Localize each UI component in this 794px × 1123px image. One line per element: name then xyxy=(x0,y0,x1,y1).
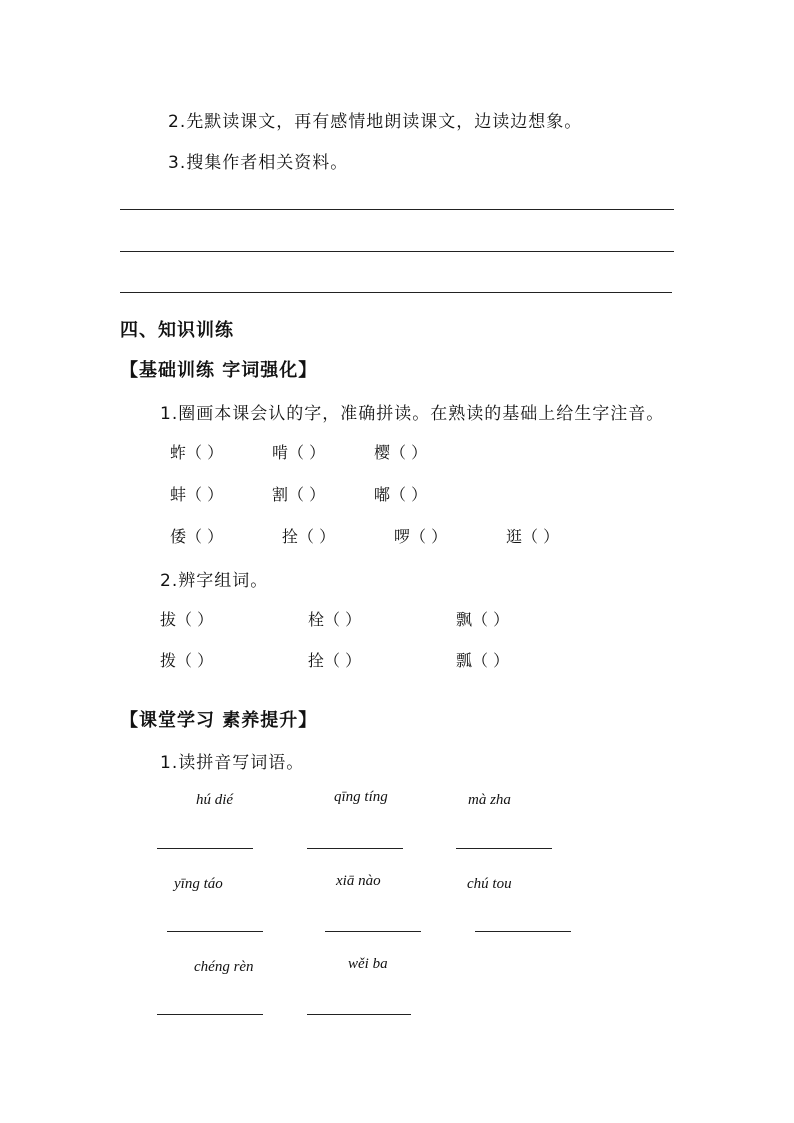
subsection-title: 【课堂学习 素养提升】 xyxy=(120,710,318,731)
answer-line[interactable] xyxy=(120,209,674,210)
answer-blank[interactable] xyxy=(325,931,421,932)
answer-line[interactable] xyxy=(120,292,672,293)
pinyin-label: hú dié xyxy=(196,792,234,808)
char-item[interactable]: 啰（ ） xyxy=(394,527,448,546)
prep-item-3: 3.搜集作者相关资料。 xyxy=(168,153,349,173)
pinyin-label: wěi ba xyxy=(348,956,388,972)
answer-blank[interactable] xyxy=(475,931,571,932)
word-pair-item[interactable]: 拔（ ） xyxy=(160,610,214,629)
pinyin-label: xiā nào xyxy=(336,873,381,889)
char-item[interactable]: 蚌（ ） xyxy=(170,485,224,504)
word-pair-item[interactable]: 拴（ ） xyxy=(308,651,362,670)
char-item[interactable]: 逛（ ） xyxy=(506,527,560,546)
pinyin-label: qīng tíng xyxy=(334,789,388,805)
char-item[interactable]: 拴（ ） xyxy=(282,527,336,546)
answer-blank[interactable] xyxy=(157,848,253,849)
word-pair-item[interactable]: 瓢（ ） xyxy=(456,651,510,670)
word-pair-item[interactable]: 拨（ ） xyxy=(160,651,214,670)
char-item[interactable]: 嘟（ ） xyxy=(374,485,428,504)
question-2: 2.辨字组词。 xyxy=(160,571,269,591)
word-pair-item[interactable]: 栓（ ） xyxy=(308,610,362,629)
prep-item-2: 2.先默读课文，再有感情地朗读课文，边读边想象。 xyxy=(168,112,583,132)
answer-blank[interactable] xyxy=(157,1014,263,1015)
char-item[interactable]: 倭（ ） xyxy=(170,527,224,546)
answer-blank[interactable] xyxy=(307,848,403,849)
char-item[interactable]: 啃（ ） xyxy=(272,443,326,462)
pinyin-label: mà zha xyxy=(468,792,511,808)
word-pair-item[interactable]: 飘（ ） xyxy=(456,610,510,629)
subsection-title: 【基础训练 字词强化】 xyxy=(120,360,318,381)
answer-blank[interactable] xyxy=(167,931,263,932)
question-1: 1.读拼音写词语。 xyxy=(160,753,305,773)
char-item[interactable]: 蚱（ ） xyxy=(170,443,224,462)
answer-line[interactable] xyxy=(120,251,674,252)
char-item[interactable]: 樱（ ） xyxy=(374,443,428,462)
pinyin-label: chéng rèn xyxy=(194,959,254,975)
char-item[interactable]: 割（ ） xyxy=(272,485,326,504)
answer-blank[interactable] xyxy=(456,848,552,849)
pinyin-label: yīng táo xyxy=(174,876,223,892)
pinyin-label: chú tou xyxy=(467,876,512,892)
section-title: 四、知识训练 xyxy=(120,320,234,341)
answer-blank[interactable] xyxy=(307,1014,411,1015)
question-1: 1.圈画本课会认的字，准确拼读。在熟读的基础上给生字注音。 xyxy=(160,404,665,424)
